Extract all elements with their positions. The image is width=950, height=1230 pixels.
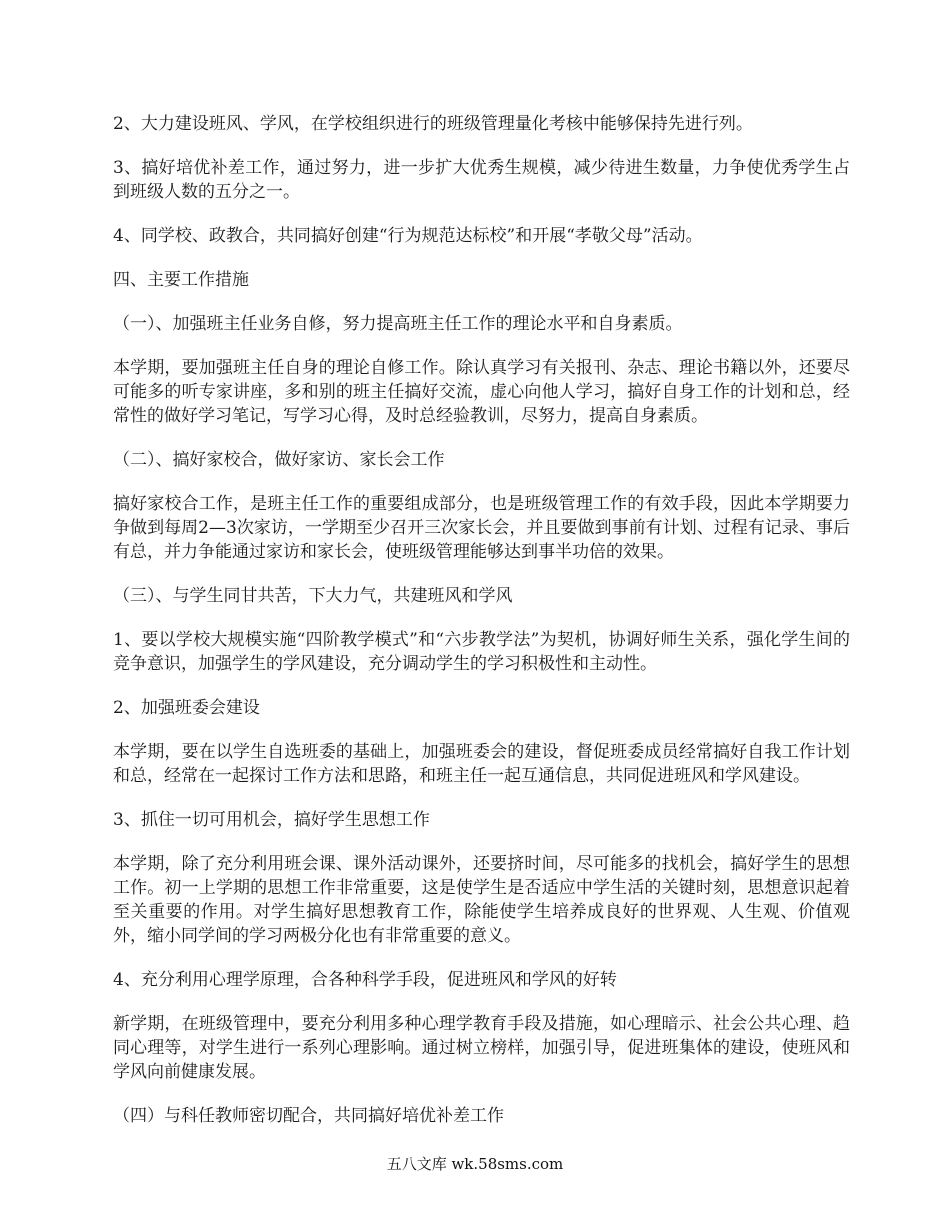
subheading-3: （三）、与学生同甘共苦，下大力气，共建班风和学风 — [113, 586, 513, 606]
subheading-2: （二）、搞好家校合，做好家访、家长会工作 — [113, 450, 445, 470]
goal-item-4: 4、同学校、政教合，共同搞好创建“行为规范达标校”和开展“孝敬父母”活动。 — [113, 226, 703, 246]
list-item-heading: 2、加强班委会建设 — [113, 698, 260, 718]
document-body — [113, 112, 850, 1148]
subheading-4: （四）与科任教师密切配合，共同搞好培优补差工作 — [113, 1106, 504, 1126]
goal-item-3: 3、搞好培优补差工作，通过努力，进一步扩大优秀生规模，减少待进生数量，力争使优秀学生占到班级人数的五分之一。 — [113, 158, 850, 202]
section-heading-measures: 四、主要工作措施 — [113, 270, 249, 290]
body-paragraph: 1、要以学校大规模实施“四阶教学模式”和“六步教学法”为契机，协调好师生关系，强化学生间的竞争意识，加强学生的学风建设，充分调动学生的学习积极性和主动性。 — [113, 630, 850, 674]
list-item-heading: 3、抓住一切可用机会，搞好学生思想工作 — [113, 810, 430, 830]
page-footer-watermark: 五八文库 wk.58sms.com — [386, 1155, 564, 1173]
subheading-1: （一）、加强班主任业务自修，努力提高班主任工作的理论水平和自身素质。 — [113, 314, 683, 334]
list-item-heading: 4、充分利用心理学原理，合各种科学手段，促进班风和学风的好转 — [113, 970, 617, 990]
body-paragraph: 本学期，除了充分利用班会课、课外活动课外，还要挤时间，尽可能多的找机会，搞好学生的思想工作。初一上学期的思想工作非常重要，这是使学生是否适应中学生活的关键时刻，思想意识起着至关重要的作用。对学生搞好思想教育工作，除能使学生培养成良好的世界观、人生观、价值观外，缩小同学间的学习两极分化也有非常重要的意义。 — [113, 854, 850, 946]
body-paragraph: 本学期，要在以学生自选班委的基础上，加强班委会的建设，督促班委成员经常搞好自我工作计划和总，经常在一起探讨工作方法和思路，和班主任一起互通信息，共同促进班风和学风建设。 — [113, 742, 850, 786]
body-paragraph: 搞好家校合工作，是班主任工作的重要组成部分，也是班级管理工作的有效手段，因此本学期要力争做到每周2—3次家访，一学期至少召开三次家长会，并且要做到事前有计划、过程有记录、事后有总，并力争能通过家访和家长会，使班级管理能够达到事半功倍的效果。 — [113, 494, 850, 562]
body-paragraph: 新学期，在班级管理中，要充分利用多种心理学教育手段及措施，如心理暗示、社会公共心理、趋同心理等，对学生进行一系列心理影响。通过树立榜样，加强引导，促进班集体的建设，使班风和学风向前健康发展。 — [113, 1014, 850, 1082]
body-paragraph: 本学期，要加强班主任自身的理论自修工作。除认真学习有关报刊、杂志、理论书籍以外，还要尽可能多的听专家讲座，多和别的班主任搞好交流，虚心向他人学习，搞好自身工作的计划和总，经常性的做好学习笔记，写学习心得，及时总经验教训，尽努力，提高自身素质。 — [113, 358, 850, 426]
goal-item-2: 2、大力建设班风、学风，在学校组织进行的班级管理量化考核中能够保持先进行列。 — [113, 114, 753, 134]
